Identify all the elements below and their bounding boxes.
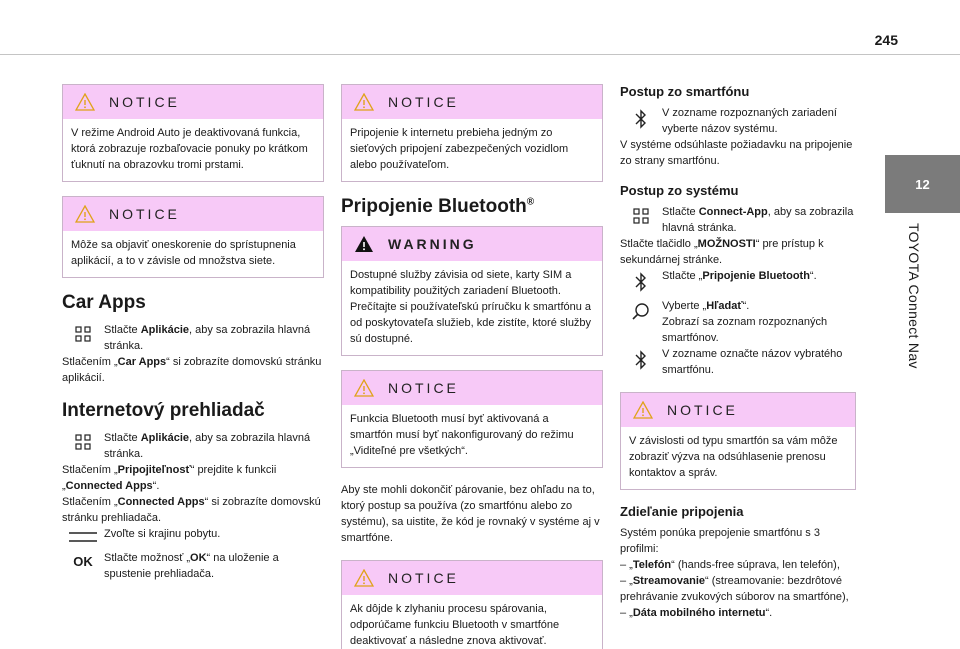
browser-step: Zvoľte si krajinu pobytu. [62,526,324,544]
from-phone-heading: Postup zo smartfónu [620,84,750,99]
apps-grid-icon [75,434,91,450]
page-number: 245 [874,32,898,48]
notice-box [62,84,324,182]
bluetooth-heading: Pripojenie Bluetooth® [341,196,535,217]
car-apps-step: Stlačte Aplikácie, aby sa zobrazila hlavná stránka. [62,322,324,354]
notice-header [342,85,602,119]
column-1 [62,84,324,582]
warning-triangle-icon [633,401,653,419]
warning-triangle-icon [75,93,95,111]
notice-header [342,561,602,595]
notice-title: NOTICE [109,94,180,110]
scroll-list-icon [68,530,98,544]
sharing-item: – „Streamovanie“ (streamovanie: bezdrôtové prehrávanie zvukových súborov na smartfóne), [620,575,849,603]
notice-box [620,392,856,490]
sharing-item: – „Telefón“ (hands-free súprava, len telefón), [620,559,840,571]
warning-filled-icon [354,235,374,253]
browser-step: Stlačte Aplikácie, aby sa zobrazila hlavná stránka. [62,430,324,462]
bluetooth-icon [634,350,648,370]
column-3 [620,84,856,621]
from-system-step: V zozname označte názov vybratého smartfónu. [620,346,856,378]
pairing-paragraph: Aby ste mohli dokončiť párovanie, bez ohľadu na to, ktorý postup sa používa (zo smartfónu alebo zo systému), sa uistite, že kód je rovnaký v systéme aj v smartfóne. [341,484,600,544]
apps-grid-icon [75,326,91,342]
chapter-label: TOYOTA Connect Nav [906,223,922,369]
warning-title: WARNING [388,236,477,252]
notice-text: Ak dôjde k zlyhaniu procesu spárovania, odporúčame funkciu Bluetooth v smartfóne deaktivovať a následne znova aktivovať. [342,595,602,649]
notice-header [63,197,323,231]
search-icon [631,302,651,322]
notice-title: NOTICE [667,402,738,418]
column-2 [341,84,603,649]
warning-triangle-icon [354,569,374,587]
from-phone-text: V systéme odsúhlaste požiadavku na pripojenie zo strany smartfónu. [620,139,853,167]
bluetooth-icon [634,272,648,292]
notice-title: NOTICE [109,206,180,222]
ok-icon: OK [73,554,93,569]
notice-box [341,560,603,649]
notice-title: NOTICE [388,380,459,396]
car-apps-heading: Car Apps [62,292,146,313]
from-phone-step: V zozname rozpoznaných zariadení vyberte názov systému. [620,105,856,137]
notice-title: NOTICE [388,94,459,110]
top-divider [0,54,960,55]
notice-header [342,371,602,405]
chapter-tab[interactable]: 12 [885,155,960,213]
notice-text: Pripojenie k internetu prebieha jedným zo sieťových pripojení zabezpečených vozidlom alebo používateľom. [342,119,602,181]
sharing-intro: Systém ponúka prepojenie smartfónu s 3 profilmi: [620,527,820,555]
warning-triangle-icon [75,205,95,223]
browser-step: OK Stlačte možnosť „OK“ na uloženie a spustenie prehliadača. [62,550,324,582]
warning-header [342,227,602,261]
from-system-step: Stlačte Connect-App, aby sa zobrazila hlavná stránka. [620,204,856,236]
warning-triangle-icon [354,379,374,397]
browser-heading: Internetový prehliadač [62,400,265,421]
notice-text: V závislosti od typu smartfón sa vám môže zobraziť výzva na odsúhlasenie prenosu kontaktov a správ. [621,427,855,489]
warning-triangle-icon [354,93,374,111]
notice-text: Môže sa objaviť oneskorenie do sprístupnenia aplikácií, a to v závisle od množstva siete. [63,231,323,277]
from-system-step: Stlačte „Pripojenie Bluetooth“. [620,268,856,292]
notice-header [621,393,855,427]
browser-text: Stlačením „Connected Apps“ si zobrazíte domovskú stránku prehliadača. [62,496,321,524]
notice-box [341,84,603,182]
bluetooth-icon [634,109,648,129]
notice-text: Funkcia Bluetooth musí byť aktivovaná a smartfón musí byť nakonfigurovaný do režimu „Viditeľné pre všetkých“. [342,405,602,467]
from-system-step: Vyberte „Hľadať“. Zobrazí sa zoznam rozpoznaných smartfónov. [620,298,856,346]
apps-grid-icon [633,208,649,224]
sharing-item: – „Dáta mobilného internetu“. [620,607,773,619]
car-apps-text: Stlačením „Car Apps“ si zobrazíte domovskú stránku aplikácií. [62,356,322,384]
warning-text: Dostupné služby závisia od siete, karty SIM a kompatibility použitých zariadení Bluetooth. Prečítajte si používateľskú príručku k smartfónu a od poskytovateľa služieb, kde zistíte, ktoré služby sú dostupné. [342,261,602,355]
from-system-heading: Postup zo systému [620,183,739,198]
from-system-text: Stlačte tlačidlo „MOŽNOSTI“ pre prístup k sekundárnej stránke. [620,238,824,266]
notice-box [341,370,603,468]
warning-box [341,226,603,356]
sharing-heading: Zdieľanie pripojenia [620,504,744,519]
browser-text: Stlačením „Pripojiteľnosť“ prejdite k funkcii „Connected Apps“. [62,464,277,492]
notice-text: V režime Android Auto je deaktivovaná funkcia, ktorá zobrazuje rozbaľovacie ponuky po krátkom ťuknutí na obrazovku tromi prstami. [63,119,323,181]
notice-title: NOTICE [388,570,459,586]
notice-box [62,196,324,278]
notice-header [63,85,323,119]
